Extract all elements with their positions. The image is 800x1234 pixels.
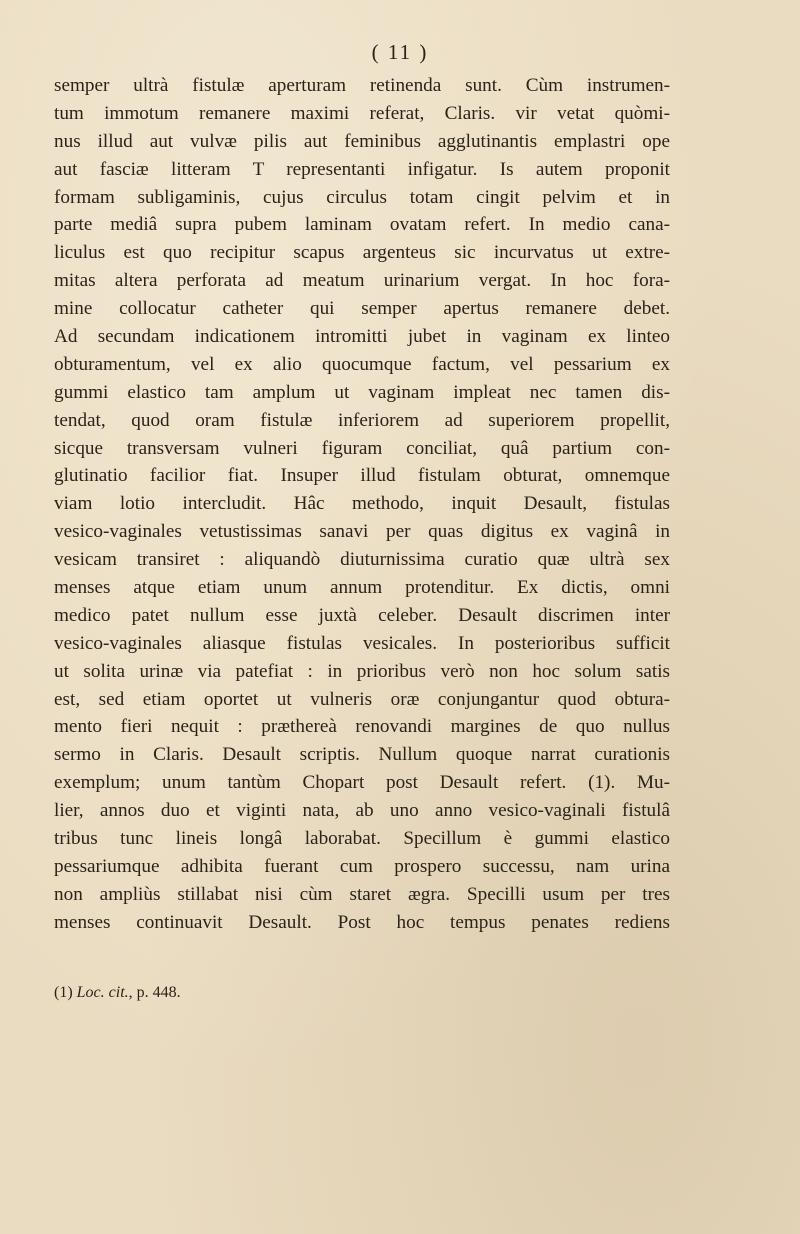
text-line: nus illud aut vulvæ pilis aut feminibus agglutinantis emplastri ope [54, 130, 670, 152]
text-line: sicque transversam vulneri figuram conciliat, quâ partium con- [54, 437, 670, 459]
text-line: ut solita urinæ via patefiat : in prioribus verò non hoc solum satis [54, 660, 670, 682]
text-line: viam lotio intercludit. Hâc methodo, inquit Desault, fistulas [54, 493, 670, 515]
text-line: aut fasciæ litteram T representanti infigatur. Is autem proponit [54, 158, 670, 180]
text-line: mine collocatur catheter qui semper apertus remanere debet. [54, 298, 670, 320]
text-line: tribus tunc lineis longâ laborabat. Specillum è gummi elastico [54, 828, 670, 850]
text-line: vesico-vaginales aliasque fistulas vesicales. In posterioribus sufficit [54, 632, 670, 654]
text-line: obturamentum, vel ex alio quocumque factum, vel pessarium ex [54, 353, 670, 375]
text-line: non ampliùs stillabat nisi cùm staret ægra. Specilli usum per tres [54, 883, 670, 905]
body-text [54, 72, 670, 937]
text-line: mitas altera perforata ad meatum urinarium vergat. In hoc fora- [54, 270, 670, 292]
text-line: gummi elastico tam amplum ut vaginam impleat nec tamen dis- [54, 381, 670, 403]
text-line: tendat, quod oram fistulæ inferiorem ad superiorem propellit, [54, 409, 670, 431]
text-line: menses atque etiam unum annum protenditur. Ex dictis, omni [54, 577, 670, 599]
text-line: tum immotum remanere maximi referat, Claris. vir vetat quòmi- [54, 102, 670, 124]
footnote-page: , p. 448. [128, 984, 181, 1001]
text-line: liculus est quo recipitur scapus argenteus sic incurvatus ut extre- [54, 242, 670, 264]
text-line: vesico-vaginales vetustissimas sanavi per quas digitus ex vaginâ in [54, 521, 670, 543]
text-line: glutinatio facilior fiat. Insuper illud fistulam obturat, omnemque [54, 465, 670, 487]
footnote-marker: (1) [54, 984, 73, 1001]
text-line: est, sed etiam oportet ut vulneris oræ conjungantur quod obtura- [54, 688, 670, 710]
text-line: mento fieri nequit : præthereà renovandi margines de quo nullus [54, 716, 670, 738]
text-line: medico patet nullum esse juxtà celeber. Desault discrimen inter [54, 604, 670, 626]
text-line: semper ultrà fistulæ aperturam retinenda sunt. Cùm instrumen- [54, 75, 670, 96]
footnote [54, 984, 181, 1002]
text-line: pessariumque adhibita fuerant cum prospero successu, nam urina [54, 855, 670, 877]
footnote-reference: Loc. cit. [76, 984, 129, 1001]
text-line: sermo in Claris. Desault scriptis. Nullum quoque narrat curationis [54, 744, 670, 766]
text-line: parte mediâ supra pubem laminam ovatam refert. In medio cana- [54, 214, 670, 236]
text-line: Ad secundam indicationem intromitti jubet in vaginam ex linteo [54, 326, 670, 348]
text-line: lier, annos duo et viginti nata, ab uno anno vesico-vaginali fistulâ [54, 800, 670, 822]
text-line: menses continuavit Desault. Post hoc tempus penates rediens [54, 911, 670, 933]
text-line: vesicam transiret : aliquandò diuturnissima curatio quæ ultrà sex [54, 549, 670, 571]
text-line: exemplum; unum tantùm Chopart post Desault refert. (1). Mu- [54, 772, 670, 794]
page-number: ( 11 ) [371, 40, 429, 64]
text-line: formam subligaminis, cujus circulus totam cingit pelvim et in [54, 186, 670, 208]
